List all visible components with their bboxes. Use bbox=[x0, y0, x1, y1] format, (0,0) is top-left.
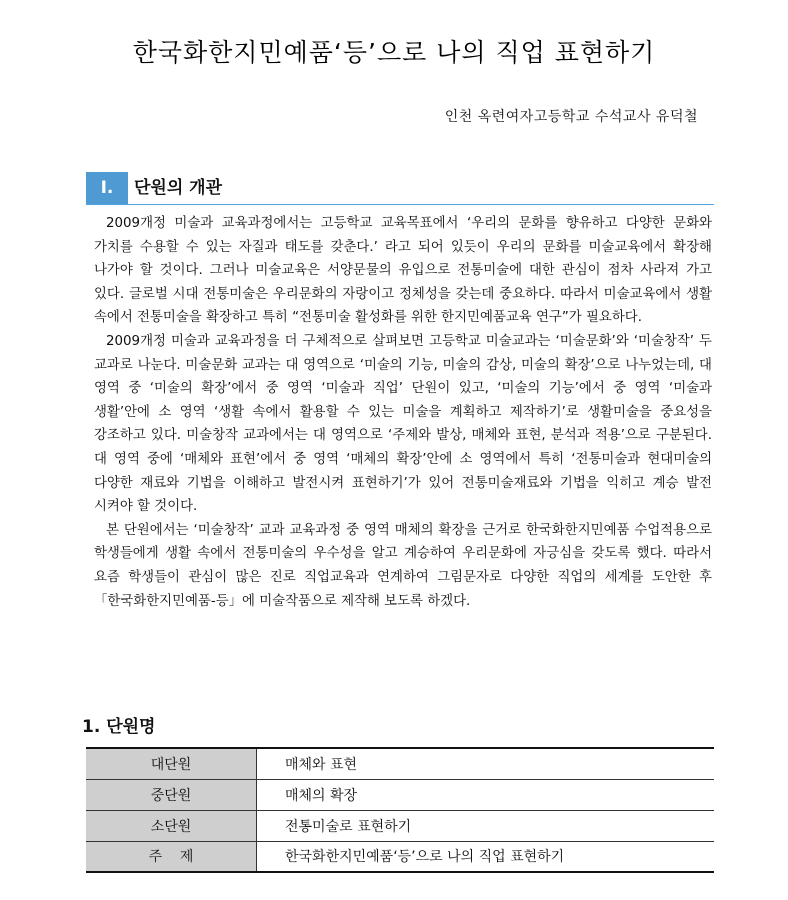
table-row bbox=[86, 779, 714, 810]
document-title: 한국화한지민예품‘등’으로 나의 직업 표현하기 bbox=[132, 38, 656, 67]
section-number-badge: Ⅰ. bbox=[86, 172, 128, 204]
paragraph: 2009개정 미술과 교육과정에서는 고등학교 교육목표에서 ‘우리의 문화를 향유하고 다양한 문화와 가치를 수용할 수 있는 자질과 태도를 갖춘다.’ 라고 되어 있듯이 우리의 문화를 미술교육에서 확장해 나가야 할 것이다. 그러나 미술교육은 서양문물의 유입으로 전통미술에 대한 관심이 점차 사라져 가고 있다. 글로벌 시대 전통미술은 우리문화의 자랑이고 정체성을 갖는데 중요하다. 따라서 미술교육에서 생활 속에서 전통미술을 확장하고 특히 “전통미술 활성화를 위한 한지민예품교육 연구”가 필요하다. bbox=[94, 216, 712, 326]
table-key-cell: 주 제 bbox=[86, 841, 257, 872]
section-title: 단원의 개관 bbox=[134, 178, 223, 198]
table-row bbox=[86, 748, 714, 779]
table-key-cell: 대단원 bbox=[86, 748, 257, 779]
table-row bbox=[86, 810, 714, 841]
table-value-cell: 전통미술로 표현하기 bbox=[257, 810, 715, 841]
paragraph: 본 단원에서는 ‘미술창작’ 교과 교육과정 중 영역 매체의 확장을 근거로 한국화한지민예품 수업적용으로 학생들에게 생활 속에서 전통미술의 우수성을 알고 계승하여 우리문화에 자긍심을 갖도록 했다. 따라서 요즘 학생들이 관심이 많은 진로 직업교육과 연계하여 그림문자로 다양한 직업의 세계를 도안한 후「한국화한지민예품-등」에 미술작품으로 제작해 보도록 하겠다. bbox=[94, 522, 712, 609]
overview-body bbox=[94, 212, 712, 613]
table-key-cell: 중단원 bbox=[86, 779, 257, 810]
paragraph: 2009개정 미술과 교육과정을 더 구체적으로 살펴보면 고등학교 미술교과는 ‘미술문화’와 ‘미술창작’ 두 교과로 나눈다. 미술문화 교과는 대 영역으로 ‘미술의 기능, 미술의 감상, 미술의 확장’으로 나누었는데, 대 영역 중 ‘미술의 확장’에서 중 영역 ‘미술과 직업’ 단원이 있고, ‘미술의 기능’에서 중 영역 ‘미술과 생활’안에 소 영역 ‘생활 속에서 활용할 수 있는 미술을 계획하고 제작하기’로 생활미술을 중요성을 강조하고 있다. 미술창작 교과에서는 대 영역으로 ‘주제와 발상, 매체와 표현, 분석과 적용’으로 구분된다. 대 영역 중에 ‘매체와 표현’에서 중 영역 ‘매체의 확장’안에 소 영역에서 특히 ‘전통미술과 현대미술의 다양한 재료와 기법을 이해하고 발전시켜 표현하기’가 있어 전통미술재료와 기법을 익히고 계승 발전 시켜야 할 것이다. bbox=[94, 333, 712, 515]
table-value-cell: 한국화한지민예품‘등’으로 나의 직업 표현하기 bbox=[257, 841, 715, 872]
author-line: 인천 옥련여자고등학교 수석교사 유덕철 bbox=[444, 109, 698, 125]
table-value-cell: 매체의 확장 bbox=[257, 779, 715, 810]
unit-name-table bbox=[86, 747, 714, 873]
section-header bbox=[86, 172, 714, 205]
subsection-title: 1. 단원명 bbox=[82, 717, 156, 737]
table-row bbox=[86, 841, 714, 872]
table-value-cell: 매체와 표현 bbox=[257, 748, 715, 779]
table-key-cell: 소단원 bbox=[86, 810, 257, 841]
